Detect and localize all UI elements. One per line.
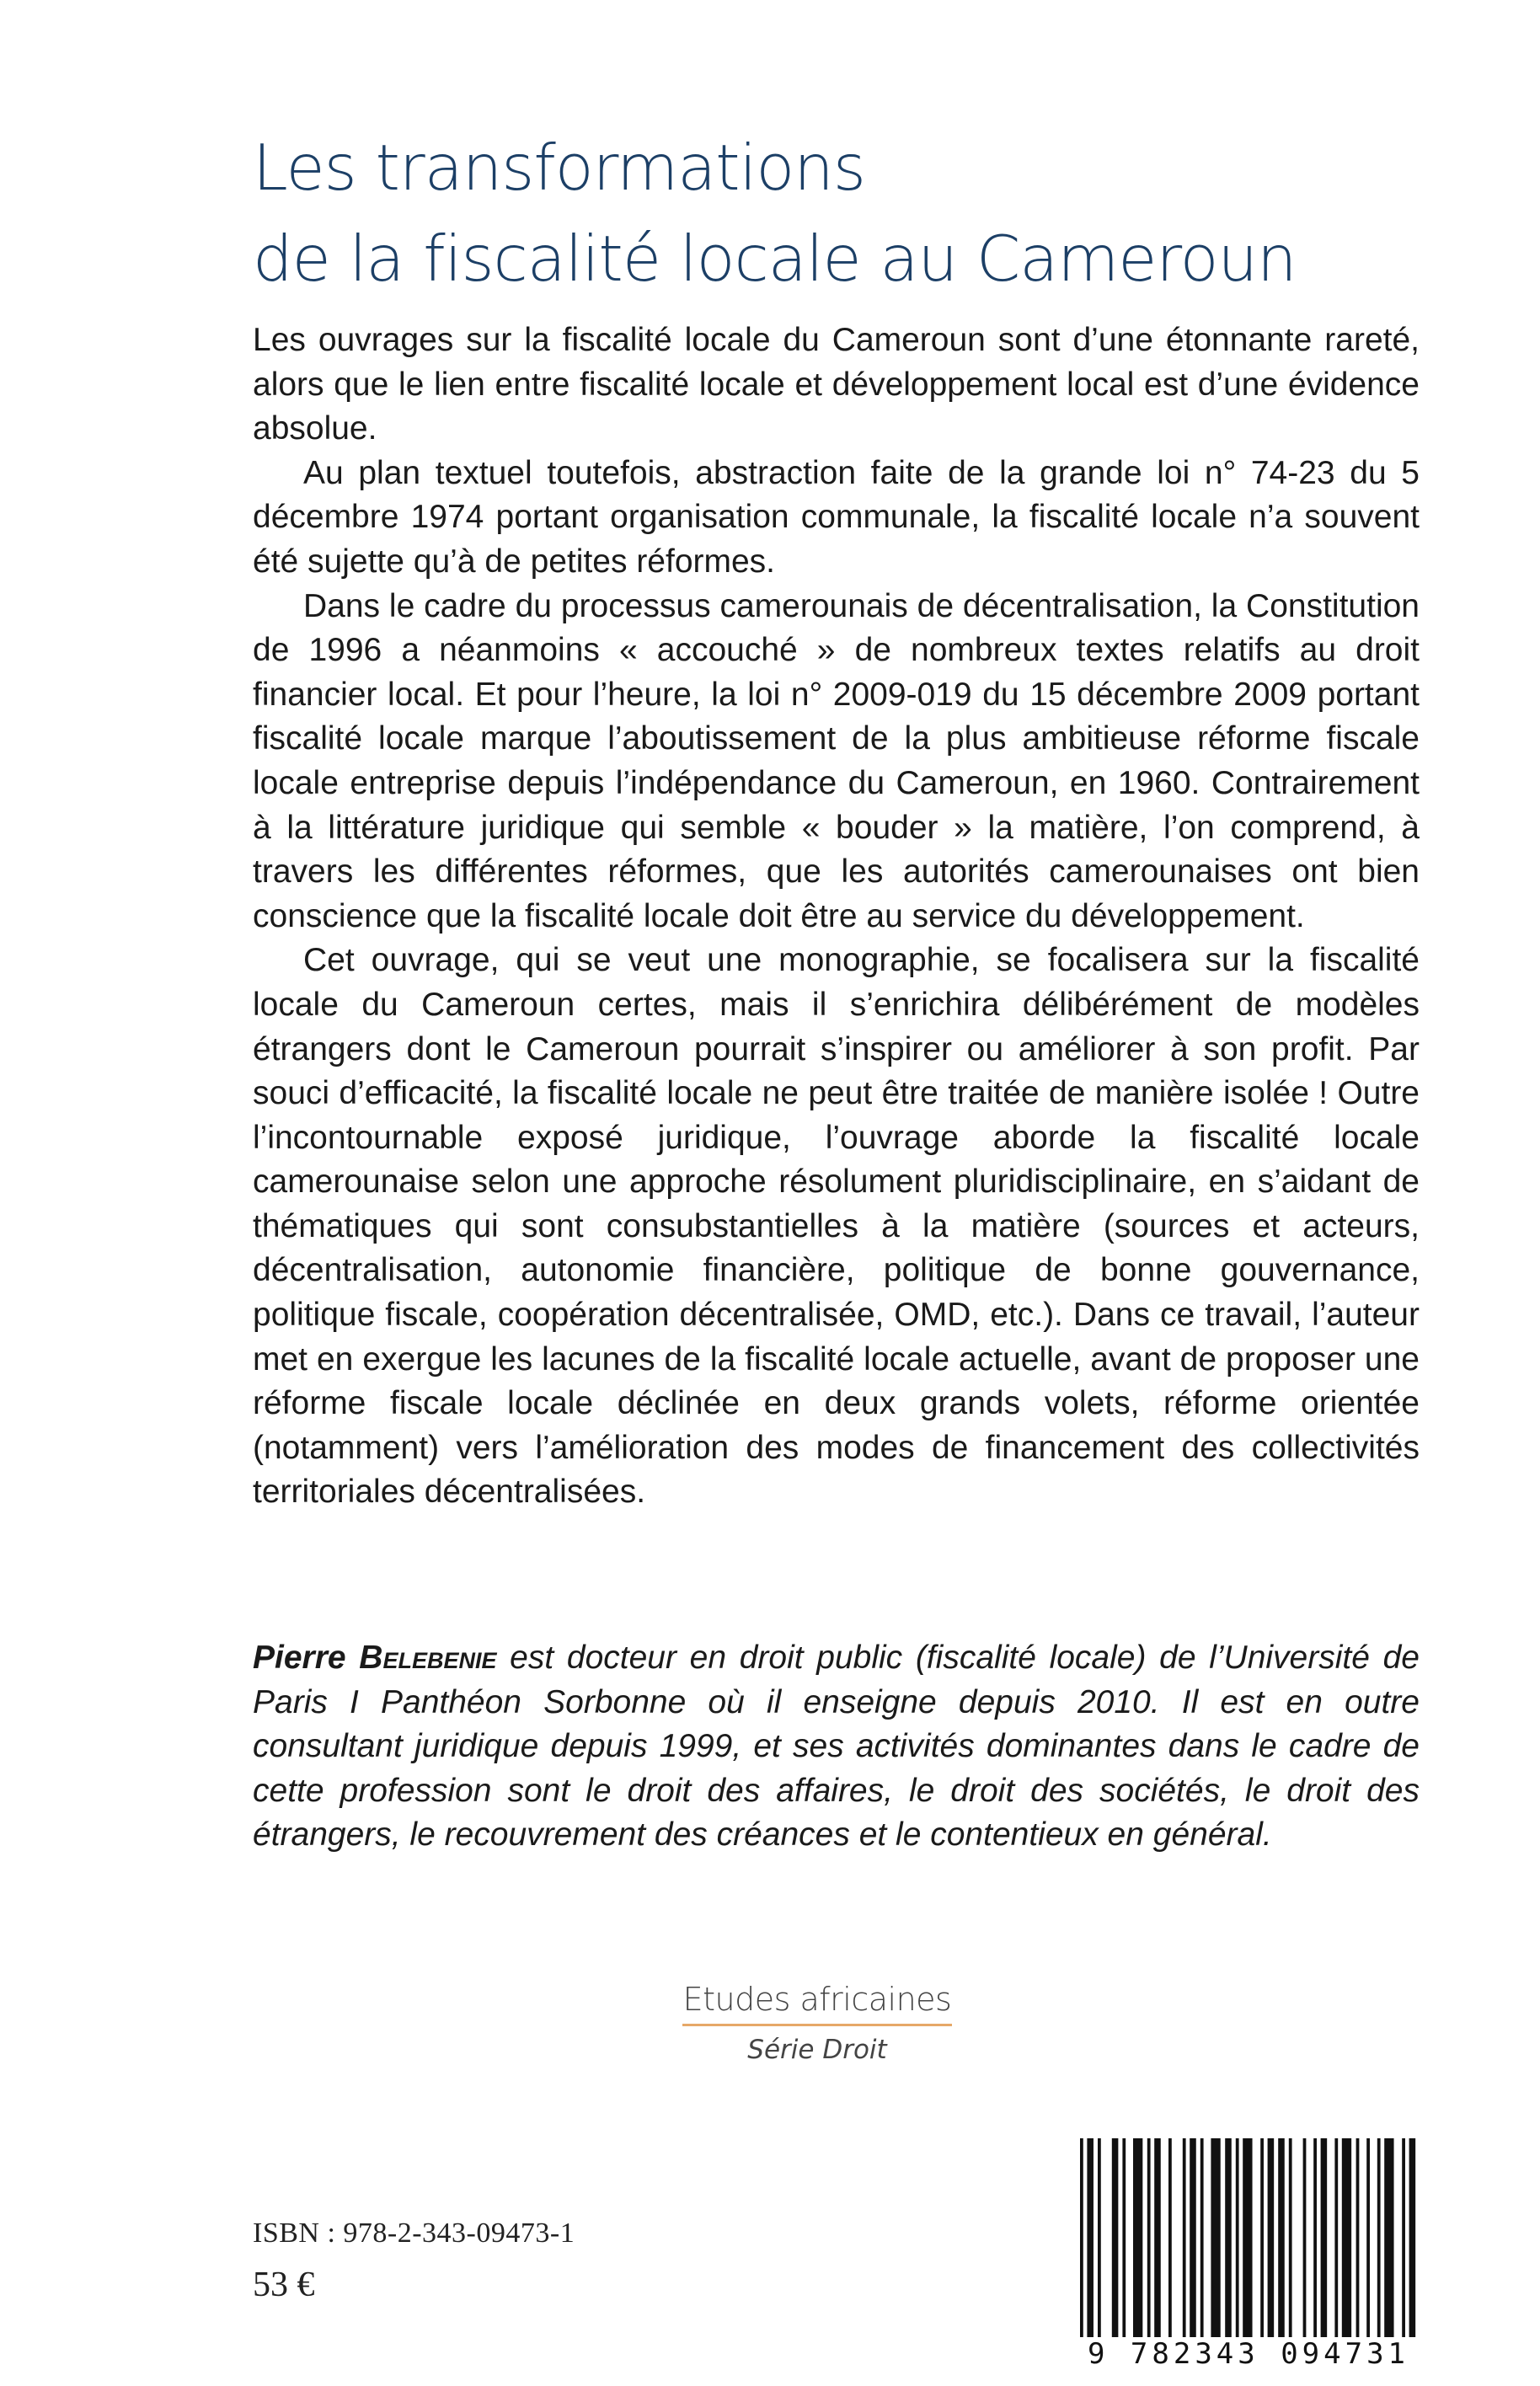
title-line-1: Les transformations [253, 131, 865, 205]
barcode-bar [1278, 2138, 1285, 2341]
barcode-bar [1154, 2138, 1161, 2341]
barcode-bar [1268, 2138, 1275, 2341]
title-line-2: de la fiscalité locale au Cameroun [253, 222, 1297, 296]
barcode-bar [1200, 2138, 1204, 2341]
series-subtitle: Série Droit [747, 2035, 887, 2065]
barcode-bar [1260, 2138, 1264, 2341]
barcode-bar [1321, 2138, 1328, 2341]
barcode-bar [1087, 2138, 1094, 2341]
barcode-bar [1313, 2138, 1317, 2341]
barcode-bar [1236, 2138, 1239, 2341]
barcode-bar [1112, 2138, 1119, 2341]
barcode-bar [1243, 2138, 1252, 2341]
blurb-paragraph-2: Au plan textuel toutefois, abstraction faite de la grande loi n° 74-23 du 5 décembre 1974 portant organisation communale, la fiscalité locale n’a souvent été sujette qu’à de petites réformes. [253, 454, 1420, 580]
barcode [1072, 2138, 1425, 2376]
barcode-bar [1147, 2138, 1151, 2341]
barcode-bar [1402, 2138, 1405, 2341]
barcode-bars [1072, 2138, 1425, 2341]
barcode-bar [1080, 2138, 1083, 2341]
author-bio-text: est docteur en droit public (fiscalité locale) de l’Université de Paris I Panthéon Sorbonne où il enseigne depuis 2010. Il est en outre consultant juridique depuis 1999, et ses activités dominantes dans le cadre de cette profession sont le droit des affaires, le droit des sociétés, le droit des étrangers, le recouvrement des créances et le contentieux en général. [253, 1640, 1420, 1854]
author-first-name: Pierre [253, 1640, 346, 1676]
blurb-paragraph-1: Les ouvrages sur la fiscalité locale du Cameroun sont d’une étonnante rareté, alors que le lien entre fiscalité locale et développement local est d’une évidence absolue. [253, 322, 1420, 447]
barcode-bar [1190, 2138, 1196, 2341]
barcode-bar [1211, 2138, 1220, 2341]
series-label [674, 1978, 960, 2067]
barcode-bar [1303, 2138, 1307, 2341]
barcode-bar [1342, 2138, 1351, 2341]
barcode-bar [1366, 2138, 1370, 2341]
author-bio [253, 1636, 1420, 1858]
barcode-bar [1168, 2138, 1172, 2341]
barcode-bar [1334, 2138, 1338, 2341]
price: 53 € [253, 2266, 315, 2304]
isbn: ISBN : 978-2-343-09473-1 [253, 2217, 575, 2249]
blurb [253, 318, 1420, 1515]
series-divider [682, 2024, 952, 2026]
barcode-digits: 9 782343 094731 [1072, 2337, 1425, 2371]
barcode-bar [1133, 2138, 1142, 2341]
barcode-bar [1384, 2138, 1393, 2341]
blurb-paragraph-4: Cet ouvrage, qui se veut une monographie, se focalisera sur la fiscalité locale du Cameroun certes, mais il s’enrichira délibérément de modèles étrangers dont le Cameroun pourrait s’inspirer ou améliorer à son profit. Par souci d’efficacité, la fiscalité locale ne peut être traitée de manière isolée ! Outre l’incontournable exposé juridique, l’ouvrage aborde la fiscalité locale camerounaise selon une approche résolument pluridisciplinaire, en s’aidant de thématiques qui sont consubstantielles à la matière (sources et acteurs, décentralisation, autonomie financière, politique de bonne gouvernance, politique fiscale, coopération décentralisée, OMD, etc.). Dans ce travail, l’auteur met en exergue les lacunes de la fiscalité locale actuelle, avant de proposer une réforme fiscale locale déclinée en deux grands volets, réforme orientée (notamment) vers l’amélioration des modes de financement des collectivités territoriales décentralisées. [253, 942, 1420, 1511]
barcode-bar [1289, 2138, 1292, 2341]
series-name: Etudes africaines [682, 1981, 952, 2018]
author-last-name: Belebenie [359, 1640, 497, 1676]
barcode-bar [1098, 2138, 1101, 2341]
barcode-bar [1183, 2138, 1186, 2341]
barcode-bar [1409, 2138, 1416, 2341]
blurb-paragraph-3: Dans le cadre du processus camerounais de décentralisation, la Constitution de 1996 a néanmoins « accouché » de nombreux textes relatifs au droit financier local. Et pour l’heure, la loi n° 2009-019 du 15 décembre 2009 portant fiscalité locale marque l’aboutissement de la plus ambitieuse réforme fiscale locale entreprise depuis l’indépendance du Cameroun, en 1960. Contrairement à la littérature juridique qui semble « bouder » la matière, l’on comprend, à travers les différentes réformes, que les autorités camerounaises ont bien conscience que la fiscalité locale doit être au service du développement. [253, 587, 1420, 934]
barcode-bar [1356, 2138, 1360, 2341]
barcode-bar [1377, 2138, 1381, 2341]
barcode-bar [1122, 2138, 1126, 2341]
barcode-bar [1225, 2138, 1232, 2341]
book-title [253, 122, 1348, 304]
